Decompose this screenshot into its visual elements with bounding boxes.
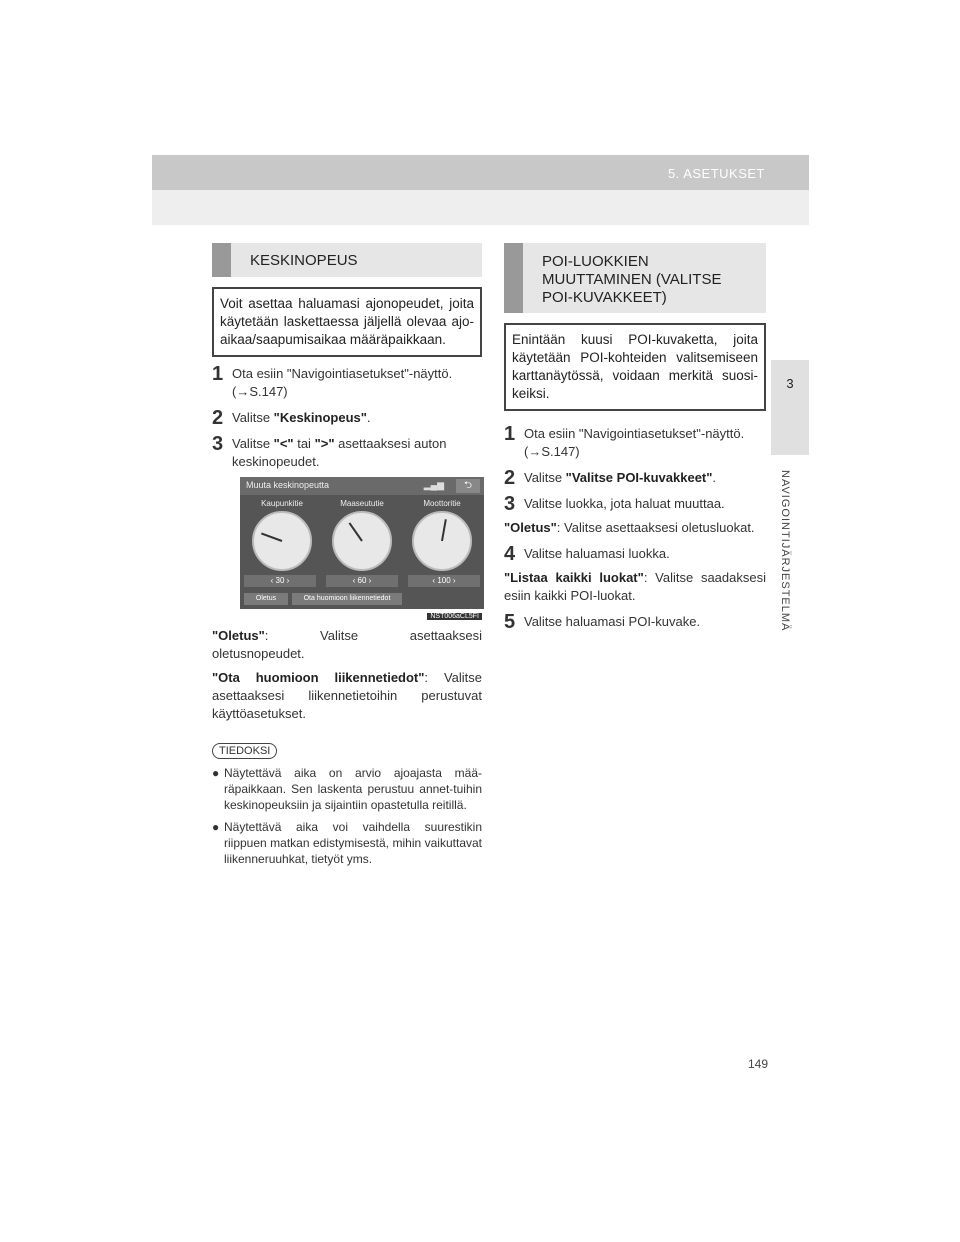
step-3 [504,495,766,513]
stepper-value: 100 [437,576,451,585]
step-2 [212,409,482,427]
note-text: Näytettävä aika voi vaihdella suurestikin riippuen matkan edistymisestä, mihin vaikuttavat liikenneruuhkat, tietyöt yms. [224,820,482,866]
definition-text: : Valitse asettaaksesi liikennetietoihin perustuvat käyttöasetukset. [212,670,482,721]
heading-line: POI-KUVAKKEET) [542,289,667,306]
step-text: Valitse haluamasi POI-kuvake. [524,614,701,629]
step-text-pre: Valitse [524,470,566,485]
step-1 [504,425,766,461]
heading-line: POI-LUOKKIEN [542,253,649,270]
heading-text: KESKINOPEUS [250,252,358,269]
page-number: 149 [748,1057,769,1071]
section-heading-keskinopeus [212,243,482,277]
gauge-label: Moottoritie [423,499,461,508]
page-header [152,155,809,225]
section-heading-poi [504,243,766,313]
gauge-needle [441,519,447,541]
speedometer-gauge [412,511,472,571]
definition-term: "Oletus" [504,520,557,535]
gauge-label: Kaupunkitie [261,499,303,508]
note-item [212,819,482,867]
step-text: Ota esiin "Navigointiasetukset"-näyttö. (→S.147) [232,366,453,399]
step-number: 2 [212,407,224,429]
bullet-icon: ● [212,766,220,780]
screen-title: Muuta keskinopeutta [246,480,330,490]
step-text: Valitse haluamasi luokka. [524,546,670,561]
gauge-needle [349,522,363,541]
definition-traffic [212,669,482,723]
step-text-post: asettaaksesi auton keskinopeudet. [232,436,447,469]
chapter-tab [771,360,809,455]
note-box [212,741,482,867]
definition-text: : Valitse asettaaksesi oletusnopeudet. [212,628,482,661]
step-number: 1 [212,363,224,385]
step-keyword: "Valitse POI-kuvakkeet" [565,470,713,485]
traffic-info-button[interactable]: Ota huomioon liikennetiedot [292,593,402,605]
heading-bar [504,243,523,313]
step-text: Valitse luokka, jota haluat muuttaa. [524,496,725,511]
chapter-label: NAVIGOINTIJÄRJESTELMÄ [779,470,791,632]
step-keyword-2: ">" [314,436,335,451]
definition-term: "Oletus" [212,628,265,643]
note-item [212,765,482,813]
step-keyword: "Keskinopeus" [273,410,367,425]
step-number: 5 [504,611,516,633]
gauge-needle [261,533,282,542]
definition-text: : Valitse asettaaksesi oletusluokat. [556,520,755,535]
speed-stepper[interactable]: ‹ 60 › [326,575,398,587]
step-number: 1 [504,423,516,445]
intro-box: Voit asettaa haluamasi ajonopeudet, joita käytetään laskettaessa jäljellä olevaa ajo-aikaa/saapumisaikaa määräpaikkaan. [212,287,482,357]
back-icon[interactable]: ⮌ [456,479,480,493]
step-keyword: "<" [273,436,294,451]
stepper-value: 60 [357,576,367,585]
speed-stepper[interactable]: ‹ 30 › [244,575,316,587]
heading-line: MUUTTAMINEN (VALITSE [542,271,722,288]
step-number: 3 [504,493,516,515]
step-text-pre: Valitse [232,436,274,451]
section-title: 5. ASETUKSET [667,166,765,181]
definition-default [504,519,766,537]
right-column [504,243,766,631]
definition-text: : Valitse saadaksesi esiin kaikki POI-luokat. [504,570,766,603]
step-text-pre: Valitse [232,410,274,425]
speedometer-gauge [332,511,392,571]
step-number: 2 [504,467,516,489]
step-5 [504,613,766,631]
heading-bar [212,243,231,277]
default-button[interactable]: Oletus [244,593,288,605]
left-column [212,243,482,867]
heading-text [542,253,721,307]
step-2 [504,469,766,487]
step-text [518,469,716,487]
step-3 [212,435,482,471]
chapter-number: 3 [786,376,794,391]
screenshot-average-speed [240,477,484,620]
bullet-icon: ● [212,820,220,834]
step-text-post: . [366,410,371,425]
image-code: NST006aCL5FI [427,613,482,620]
note-tag: TIEDOKSI [212,743,277,759]
step-number: 4 [504,543,516,565]
step-4 [504,545,766,563]
definition-list-all [504,569,766,605]
step-number: 3 [212,433,224,455]
step-1 [212,365,482,401]
stepper-value: 30 [275,576,285,585]
step-text-post: . [712,470,717,485]
gauge-label: Maaseututie [340,499,384,508]
step-text: Ota esiin "Navigointiasetukset"-näyttö. (→S.147) [524,426,745,459]
definition-term: "Listaa kaikki luokat" [504,570,644,585]
note-text: Näytettävä aika on arvio ajoajasta mää-räpaikkaan. Sen laskenta perustuu annet-tuihin keskinopeuksiin ja sijaintiin opastetulla reitillä. [224,766,482,812]
definition-term: "Ota huomioon liikennetiedot" [212,670,425,685]
step-text-mid: tai [293,436,315,451]
step-text [226,409,371,427]
speedometer-gauge [252,511,312,571]
intro-box: Enintään kuusi POI-kuvaketta, joita käytetään POI-kohteiden valitsemiseen karttanäytössä, voidaan merkitä suosi-keiksi. [504,323,766,411]
step-text [226,435,482,471]
definition-default [212,627,482,663]
speed-stepper[interactable]: ‹ 100 › [408,575,480,587]
signal-icon: ▂▄▆ [423,480,444,490]
